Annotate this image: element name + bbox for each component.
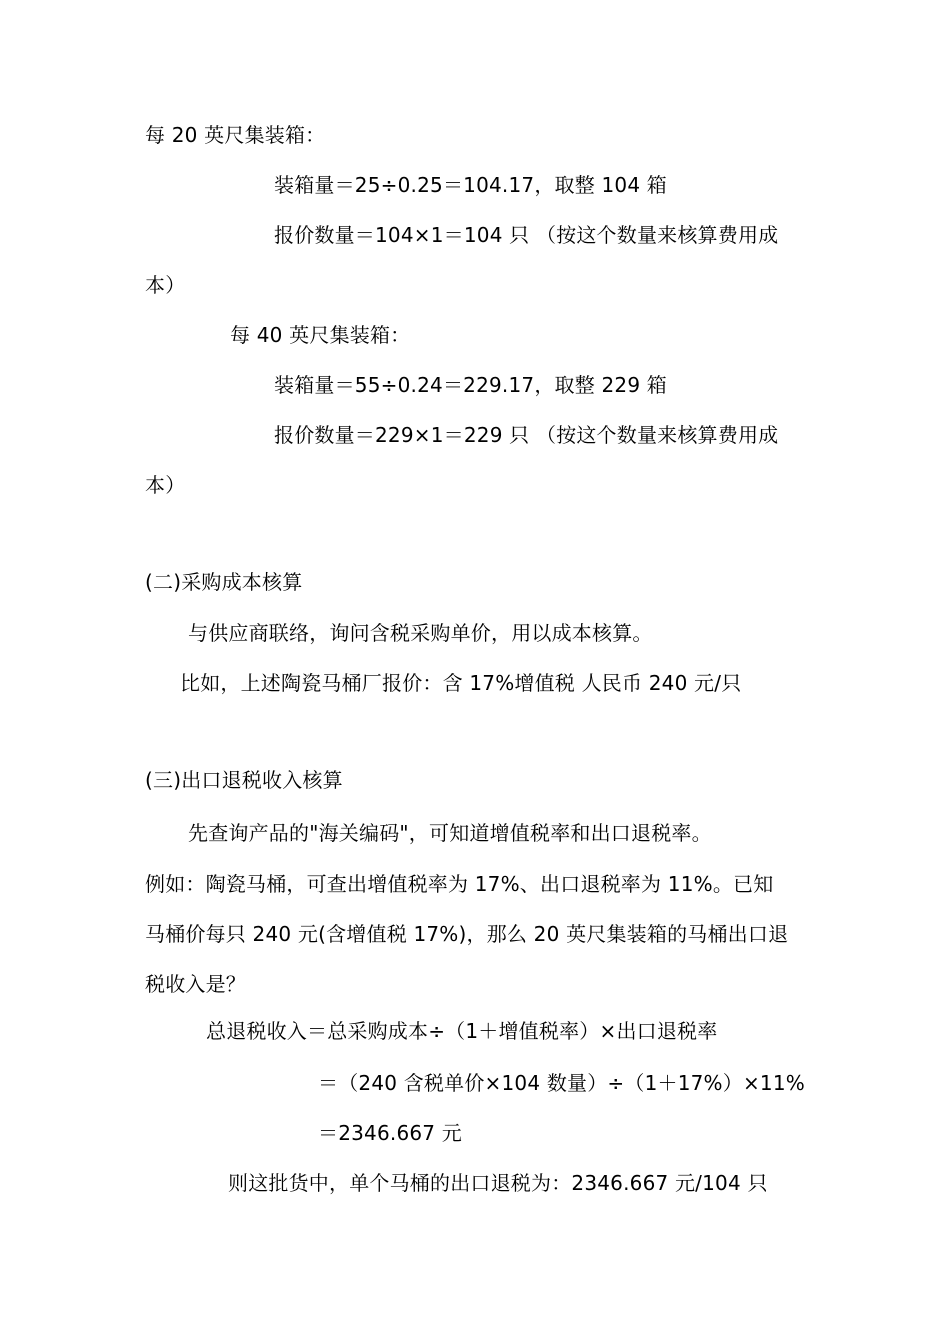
rebate-formula-step: ＝（240 含税单价×104 数量）÷（1＋17%）×11% [318, 1071, 805, 1095]
purchase-cost-paragraph: 与供应商联络，询问含税采购单价，用以成本核算。 [188, 621, 653, 645]
ft20-box-count: 装箱量＝25÷0.25＝104.17，取整 104 箱 [274, 173, 668, 197]
rebate-formula: 总退税收入＝总采购成本÷（1＋增值税率）×出口退税率 [206, 1019, 718, 1043]
export-rebate-paragraph: 先查询产品的"海关编码"，可知道增值税率和出口退税率。 [188, 821, 712, 845]
ft20-quote-quantity: 报价数量＝104×1＝104 只 （按这个数量来核算费用成 [274, 223, 779, 247]
section-heading-purchase-cost: (二)采购成本核算 [145, 570, 303, 594]
section-heading-export-rebate: (三)出口退税收入核算 [145, 768, 343, 792]
rebate-formula-result: ＝2346.667 元 [318, 1121, 462, 1145]
purchase-cost-example: 比如，上述陶瓷马桶厂报价：含 17%增值税 人民币 240 元/只 [180, 671, 742, 695]
ft40-heading: 每 40 英尺集装箱： [230, 323, 411, 347]
ft20-quote-quantity-cont: 本） [145, 273, 186, 297]
export-rebate-example-line1: 例如：陶瓷马桶，可查出增值税率为 17%、出口退税率为 11%。已知 [145, 872, 774, 896]
ft40-box-count: 装箱量＝55÷0.24＝229.17，取整 229 箱 [274, 373, 668, 397]
ft40-quote-quantity: 报价数量＝229×1＝229 只 （按这个数量来核算费用成 [274, 423, 779, 447]
export-rebate-example-line3: 税收入是？ [145, 972, 246, 996]
ft20-heading: 每 20 英尺集装箱： [145, 123, 326, 147]
rebate-conclusion: 则这批货中，单个马桶的出口退税为：2346.667 元/104 只 [228, 1171, 768, 1195]
export-rebate-example-line2: 马桶价每只 240 元(含增值税 17%)，那么 20 英尺集装箱的马桶出口退 [145, 922, 789, 946]
ft40-quote-quantity-cont: 本） [145, 473, 186, 497]
